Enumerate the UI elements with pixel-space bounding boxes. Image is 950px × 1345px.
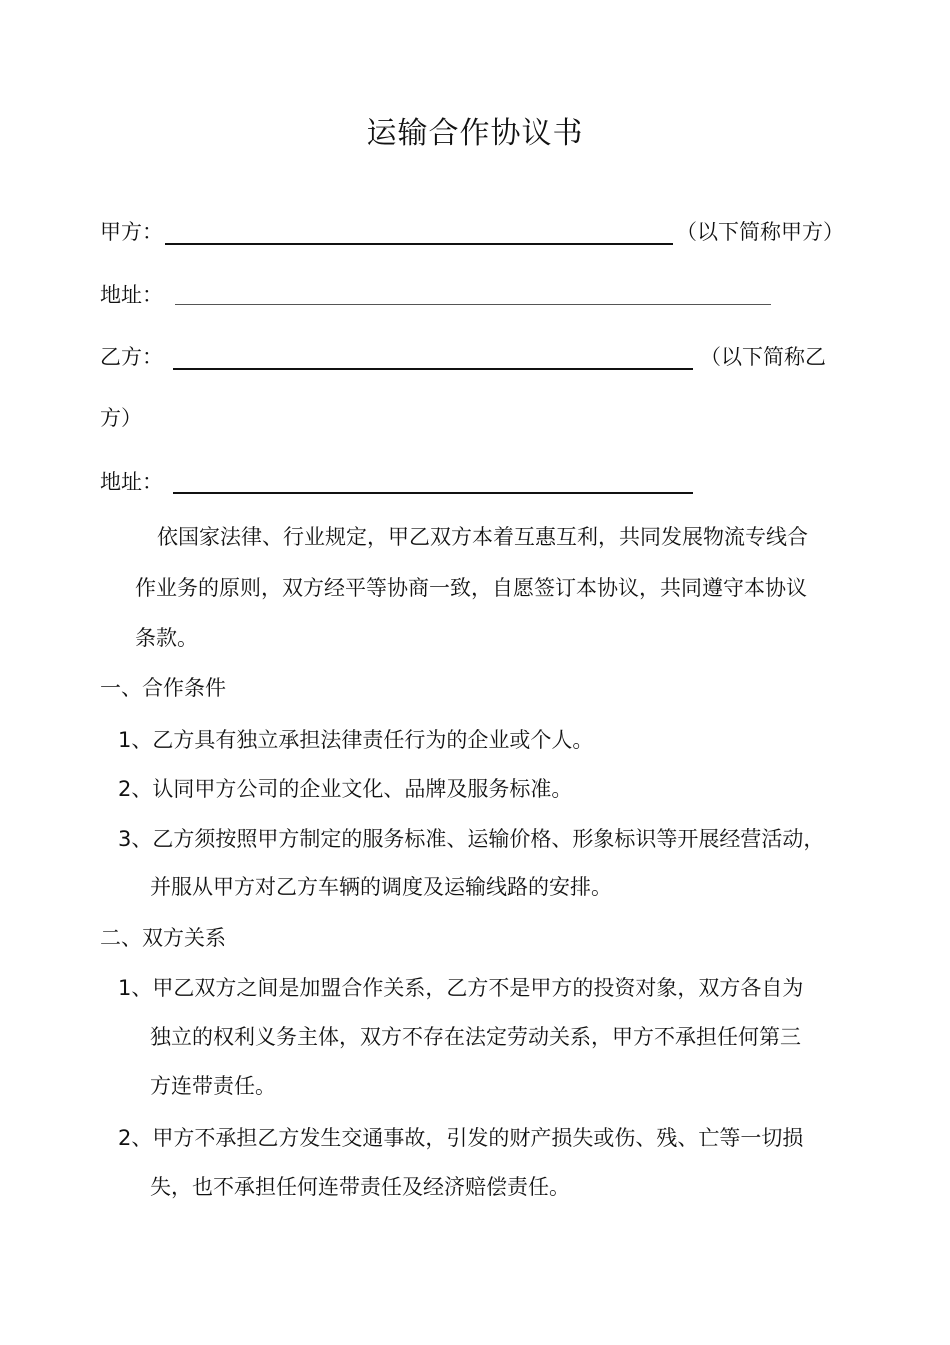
party-b-suffix-continued: 方） (100, 406, 142, 430)
intro-line: 作业务的原则，双方经平等协商一致，自愿签订本协议，共同遵守本协议 (135, 576, 807, 600)
party-b-suffix: （以下简称乙 (700, 345, 826, 369)
party-a-name-field[interactable] (165, 243, 673, 245)
clause-item-continued: 失，也不承担任何连带责任及经济赔偿责任。 (150, 1175, 570, 1199)
party-a-suffix: （以下简称甲方） (676, 220, 844, 244)
address-b-label: 地址： (100, 470, 163, 494)
party-a-label: 甲方： (100, 220, 163, 244)
clause-item-continued: 独立的权利义务主体，双方不存在法定劳动关系，甲方不承担任何第三 (150, 1025, 801, 1049)
clause-item-continued: 并服从甲方对乙方车辆的调度及运输线路的安排。 (150, 875, 612, 899)
clause-item: 1、乙方具有独立承担法律责任行为的企业或个人。 (118, 728, 594, 752)
address-b-field[interactable] (173, 492, 693, 494)
clause-item: 3、乙方须按照甲方制定的服务标准、运输价格、形象标识等开展经营活动， (118, 827, 825, 851)
clause-item: 2、认同甲方公司的企业文化、品牌及服务标准。 (118, 777, 573, 801)
intro-line: 条款。 (135, 626, 198, 650)
clause-item: 1、甲乙双方之间是加盟合作关系，乙方不是甲方的投资对象，双方各自为 (118, 976, 804, 1000)
clause-item: 2、甲方不承担乙方发生交通事故，引发的财产损失或伤、残、亡等一切损 (118, 1126, 804, 1150)
address-a-label: 地址： (100, 283, 163, 307)
party-b-label: 乙方： (100, 345, 163, 369)
party-b-name-field[interactable] (173, 368, 693, 370)
address-a-field[interactable] (175, 304, 771, 305)
section-heading: 二、双方关系 (100, 926, 226, 950)
document-title: 运输合作协议书 (366, 116, 584, 151)
clause-item-continued: 方连带责任。 (150, 1074, 276, 1098)
intro-line: 依国家法律、行业规定，甲乙双方本着互惠互利，共同发展物流专线合 (157, 525, 808, 549)
section-heading: 一、合作条件 (100, 676, 226, 700)
